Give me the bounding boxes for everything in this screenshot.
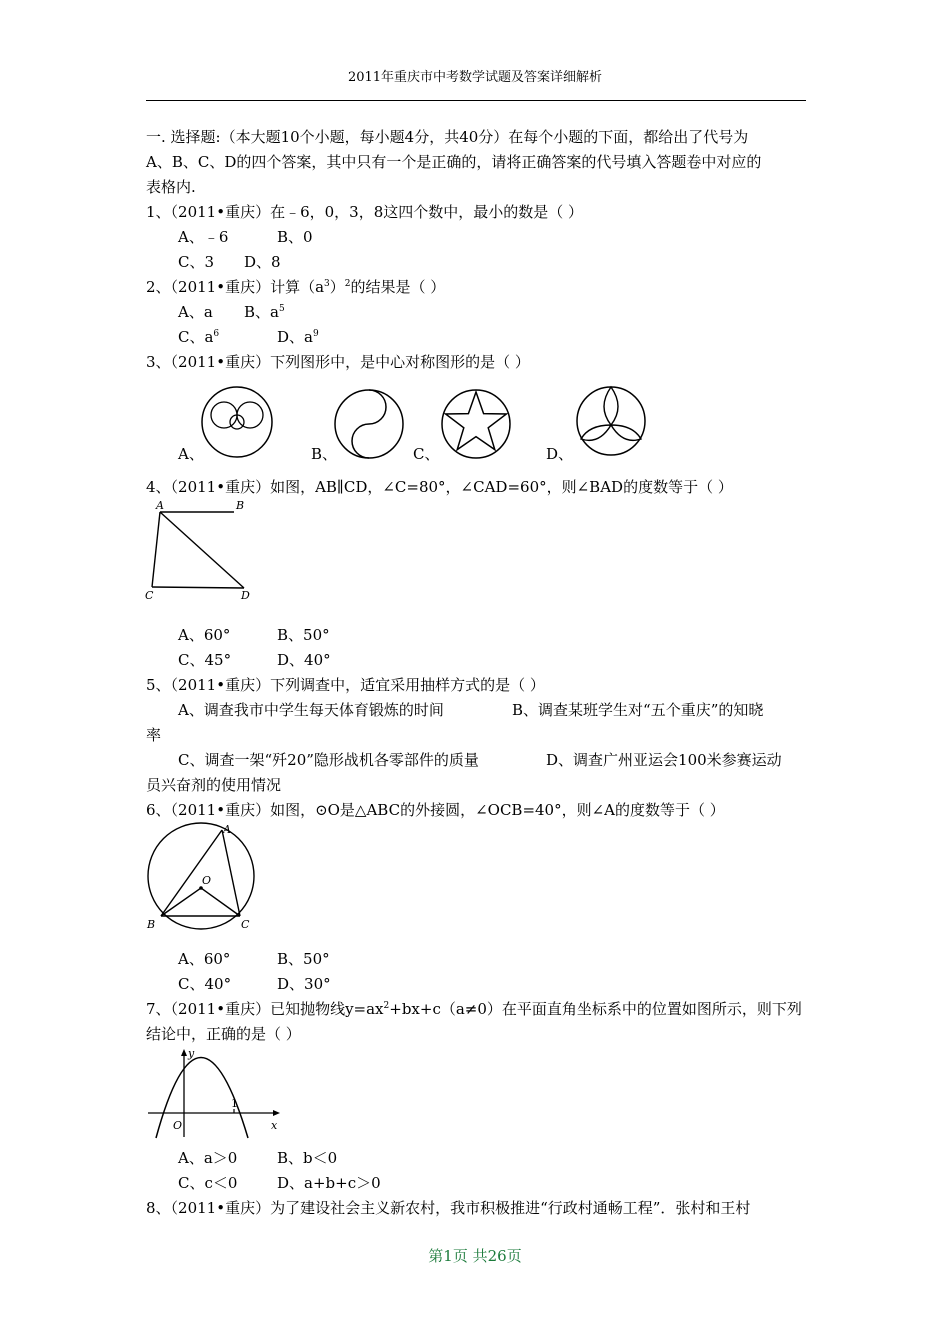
q7-label-y: y (188, 1047, 195, 1060)
q3-option-d: D、 (546, 445, 574, 463)
q2-option-d: D、$a^9$ (277, 328, 319, 346)
q4-stem: 4、（2011•重庆）如图，AB∥CD，∠C=80°，∠CAD=60°，则∠BAD的度数等于（ ） (146, 478, 733, 496)
q4-option-c: C、45° (178, 651, 232, 669)
q3-figure-c (440, 388, 512, 460)
q2-option-c: C、$a^6$ (178, 328, 220, 346)
q6-label-b: B (147, 918, 156, 931)
q7-option-d: D、a+b+c＞0 (277, 1174, 381, 1192)
intro-line-2: A、B、C、D的四个答案，其中只有一个是正确的，请将正确答案的代号填入答题卷中对应的 (146, 153, 762, 171)
q7-figure-parabola (144, 1045, 284, 1140)
page-footer: 第1页 共26页 (428, 1247, 522, 1265)
q6-option-b: B、50° (277, 950, 330, 968)
q3-figure-d (575, 385, 647, 457)
q4-label-b: B (236, 499, 245, 512)
q5-stem: 5、（2011•重庆）下列调查中，适宜采用抽样方式的是（ ） (146, 676, 545, 694)
q4-label-d: D (241, 589, 250, 602)
q7-label-origin: O (173, 1119, 183, 1132)
q5-option-d: D、调查广州亚运会100米参赛运动 (546, 751, 782, 769)
q5-option-d-cont: 员兴奋剂的使用情况 (146, 776, 282, 794)
q6-option-d: D、30° (277, 975, 331, 993)
intro-line-3: 表格内. (146, 178, 196, 196)
q7-option-c: C、c＜0 (178, 1174, 238, 1192)
q4-label-a: A (156, 499, 164, 512)
q4-option-d: D、40° (277, 651, 331, 669)
q3-option-b: B、 (311, 445, 338, 463)
header-rule (146, 100, 806, 101)
q7-label-one: 1 (231, 1097, 238, 1110)
q5-option-a: A、调查我市中学生每天体育锻炼的时间 (178, 701, 444, 719)
q4-figure-trapezoid (144, 498, 254, 603)
q7-option-a: A、a＞0 (178, 1149, 238, 1167)
q6-figure-circle (144, 822, 259, 934)
q2-option-b: B、$a^5$ (244, 303, 285, 321)
q5-option-b: B、调查某班学生对“五个重庆”的知晓 (512, 701, 764, 719)
q3-option-a: A、 (178, 445, 204, 463)
q1-option-d: D、8 (244, 253, 281, 271)
q1-option-a: A、﹣6 (178, 228, 229, 246)
q1-option-b: B、0 (277, 228, 313, 246)
intro-line-1: 一. 选择题:（本大题10个小题，每小题4分，共40分）在每个小题的下面，都给出了代号为 (146, 128, 749, 146)
q5-option-c: C、调查一架“歼20”隐形战机各零部件的质量 (178, 751, 479, 769)
q7-option-b: B、b＜0 (277, 1149, 338, 1167)
q6-stem: 6、（2011•重庆）如图，⊙O是△ABC的外接圆，∠OCB=40°，则∠A的度数等于（ ） (146, 801, 725, 819)
q3-stem: 3、（2011•重庆）下列图形中，是中心对称图形的是（ ） (146, 353, 530, 371)
q3-figure-b (333, 388, 405, 460)
q6-label-a: A (223, 823, 231, 836)
page-header-title: 2011年重庆市中考数学试题及答案详细解析 (347, 70, 603, 85)
q7-stem: 7、（2011•重庆）已知抛物线$y=ax^2+bx+c(a\ne 0)$在平面直角坐标系中的位置如图所示，则下列 (146, 1000, 802, 1018)
q7-label-x: x (271, 1119, 278, 1132)
q1-stem: 1、（2011•重庆）在﹣6，0，3，8这四个数中，最小的数是（ ） (146, 203, 584, 221)
q6-label-c: C (241, 918, 250, 931)
q3-option-c: C、 (413, 445, 440, 463)
q4-option-a: A、60° (178, 626, 231, 644)
q6-option-c: C、40° (178, 975, 232, 993)
q8-stem: 8、（2011•重庆）为了建设社会主义新农村，我市积极推进“行政村通畅工程”．张村和王村 (146, 1199, 751, 1217)
q1-option-c: C、3 (178, 253, 215, 271)
q7-stem-cont: 结论中，正确的是（ ） (146, 1025, 301, 1043)
q4-label-c: C (145, 589, 154, 602)
q2-option-a: A、a (178, 303, 213, 321)
q3-figure-a (200, 385, 275, 460)
q2-stem: 2、（2011•重庆）计算$(a^3)^2$的结果是（ ） (146, 278, 446, 296)
q6-label-o: O (202, 874, 212, 887)
q4-option-b: B、50° (277, 626, 330, 644)
q5-option-b-cont: 率 (146, 726, 162, 744)
q6-option-a: A、60° (178, 950, 231, 968)
